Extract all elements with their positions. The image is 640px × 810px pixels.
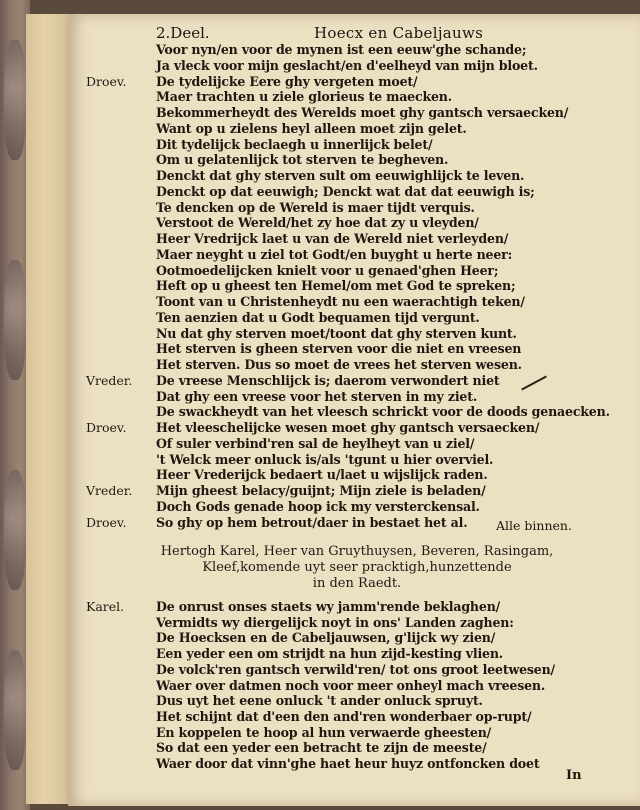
verse-line: Heft op u gheest ten Hemel/om met God te spreken; xyxy=(156,278,516,294)
speaker-label: Droev. xyxy=(86,514,127,530)
scene-heading-line: in den Raedt. xyxy=(312,576,402,591)
verse-line: Mijn gheest belacy/guijnt; Mijn ziele is beladen/ xyxy=(156,483,486,498)
verse-line: Heer Vredrijck laet u van de Wereld niet verleyden/ xyxy=(156,231,509,246)
verse-line: Dus uyt het eene onluck 't ander onluck spruyt. xyxy=(156,693,483,709)
verse-line: Nu dat ghy sterven moet/toont dat ghy sterven kunt. xyxy=(156,325,517,341)
verse-line: De swackheydt van het vleesch schrickt voor de doods genaecken. xyxy=(156,404,610,420)
verse-line: So dat een yeder een betracht te zijn de meeste/ xyxy=(156,740,487,756)
speaker-label: Vreder. xyxy=(86,372,133,388)
verse-line: Te dencken op de Wereld is maer tijdt verquis. xyxy=(156,199,475,215)
verse-line: De volck'ren gantsch verwild'ren/ tot ons groot leetwesen/ xyxy=(156,661,555,677)
stage-direction: Alle binnen. xyxy=(496,518,572,533)
verse-line: De vreese Menschlijck is; daerom verwondert niet xyxy=(156,372,500,388)
marbled-paper xyxy=(4,650,26,770)
speaker-label: Vreder. xyxy=(86,483,133,498)
running-title: Hoecx en Cabeljauws xyxy=(314,24,484,42)
verse-line: Het schijnt dat d'een den and'ren wonderbaer op-rupt/ xyxy=(156,708,532,724)
verse-line: Dat ghy een vreese voor het sterven in my ziet. xyxy=(156,388,478,404)
verse-line: Een yeder een om strijdt na hun zijd-kesting vlien. xyxy=(156,646,503,662)
verse-line: En koppelen te hoop al hun verwaerde gheesten/ xyxy=(156,724,492,740)
verse-line: Waer over datmen noch voor meer onheyl mach vreesen. xyxy=(156,677,546,693)
verse-line: De tydelijcke Eere ghy vergeten moet/ xyxy=(156,73,418,89)
verse-line: Doch Gods genade hoop ick my versterckensal. xyxy=(156,498,480,514)
verse-line: De Hoecksen en de Cabeljauwsen, g'lijck wy zien/ xyxy=(156,630,496,646)
verse-line: Ootmoedelijcken knielt voor u genaed'ghen Heer; xyxy=(156,262,499,278)
verse-line: Het sterven. Dus so moet de vrees het sterven wesen. xyxy=(156,357,522,372)
scene-heading-line: Kleef,komende uyt seer pracktigh,hunzettende xyxy=(202,560,512,575)
verse-line: Ten aenzien dat u Godt bequamen tijd vergunt. xyxy=(156,309,480,325)
verse-line: Verstoot de Wereld/het zy hoe dat zy u vleyden/ xyxy=(156,215,479,231)
verse-line: Dit tydelijck beclaegh u innerlijck belet/ xyxy=(156,136,433,152)
speaker-label: Droev. xyxy=(86,73,127,89)
verse-line: Het vleeschelijcke wesen moet ghy gantsch versaecken/ xyxy=(156,420,540,435)
verse-line: Heer Vrederijck bedaert u/laet u wijslijck raden. xyxy=(156,467,488,483)
verse-line: Het sterven is gheen sterven voor die niet en vreesen xyxy=(156,341,522,357)
page-edges xyxy=(26,14,72,804)
verse-line: Maer neyght u ziel tot Godt/en buyght u herte neer: xyxy=(156,246,513,262)
speaker-karel: Karel. xyxy=(86,599,125,614)
verse-line: Denckt op dat eeuwigh; Denckt wat dat dat eeuwigh is; xyxy=(156,183,535,199)
speaker-label: Droev. xyxy=(86,420,127,435)
verse-line: Maer trachten u ziele glorieus te maecken. xyxy=(156,89,452,105)
verse-line: Ja vleck voor mijn geslacht/en d'eelheyd van mijn bloet. xyxy=(156,57,538,73)
marbled-paper xyxy=(4,40,26,160)
verse-line: So ghy op hem betrout/daer in bestaet het al. xyxy=(156,514,468,530)
verse-line: 't Welck meer onluck is/als 'tgunt u hier overviel. xyxy=(156,451,494,467)
verse-line: Vermidts wy diergelijck noyt in ons' Landen zaghen: xyxy=(156,614,514,630)
verse-line: Of suler verbind'ren sal de heylheyt van u ziel/ xyxy=(156,435,475,451)
verse-line: Want op u zielens heyl alleen moet zijn gelet. xyxy=(156,120,467,136)
scene-heading-line: Hertogh Karel, Heer van Gruythuysen, Beveren, Rasingam, xyxy=(160,544,554,559)
catchword: In xyxy=(566,768,582,783)
verse-line: Voor nyn/en voor de mynen ist een eeuw'ghe schande; xyxy=(156,42,527,57)
verse-line: Denckt dat ghy sterven sult om eeuwighlijck te leven. xyxy=(156,168,525,183)
verse-line: Bekommerheydt des Werelds moet ghy gantsch versaecken/ xyxy=(156,105,569,120)
verse-line: Waer door dat vinn'ghe haet heur huyz ontfoncken doet xyxy=(156,756,540,771)
part-label: 2.Deel. xyxy=(156,24,210,42)
verse-line: De onrust onses staets wy jamm'rende beklaghen/ xyxy=(156,599,501,614)
verse-line: Om u gelatenlijck tot sterven te begheven. xyxy=(156,152,449,168)
verse-line: Toont van u Christenheydt nu een waerachtigh teken/ xyxy=(156,294,525,309)
marbled-paper xyxy=(4,260,26,380)
